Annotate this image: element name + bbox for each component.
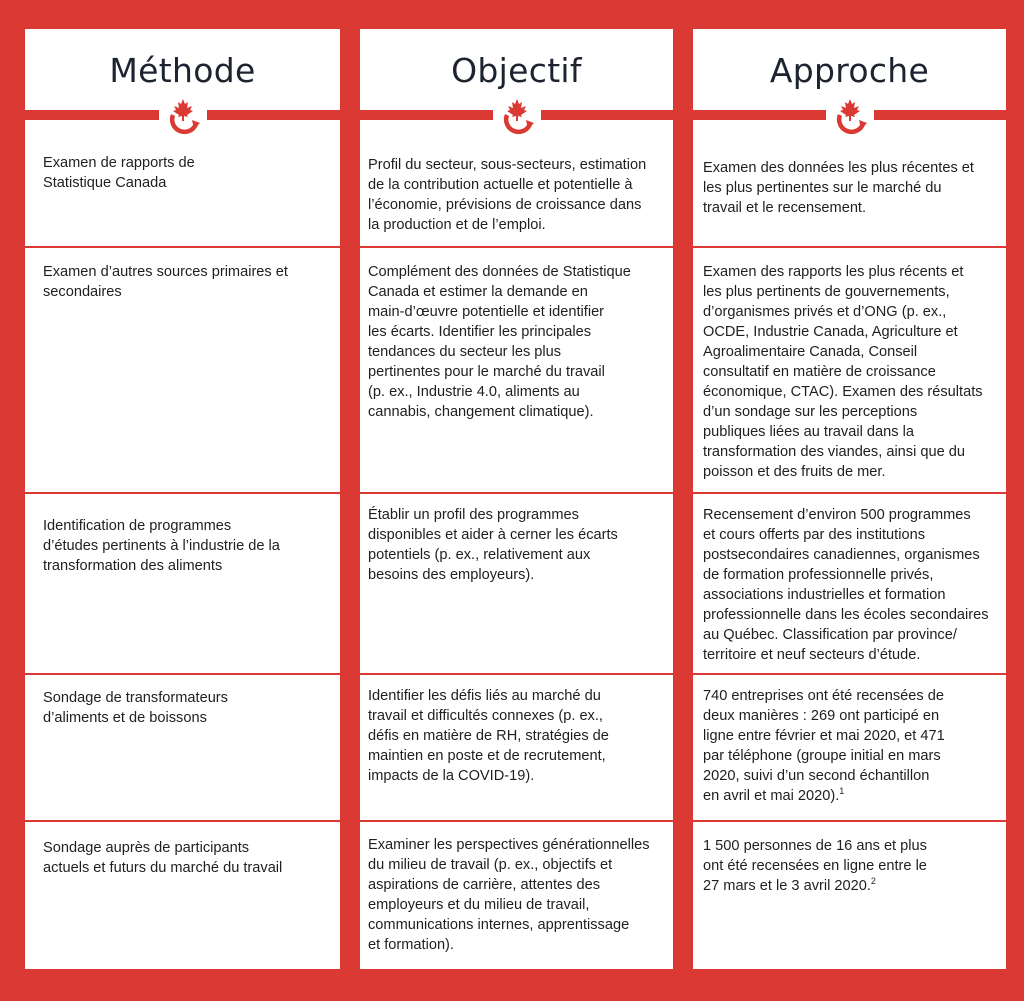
table-cell [693, 822, 1006, 969]
cell-text: Identifier les défis liés au marché du travail et difficultés connexes (p. ex., défis en matière de RH, stratégies de maintien en poste et de recrutement, impacts de la COVID-19). [368, 688, 609, 784]
cell-text: Profil du secteur, sous-secteurs, estimation de la contribution actuelle et potentielle à l’économie, prévisions de croissance dans la production et de l’emploi. [368, 157, 647, 233]
cell-text: Complément des données de Statistique Canada et estimer la demande en main-d’œuvre potentielle et identifier les écarts. Identifier les principales tendances du secteur les plus pertinentes pour le marché du travail (p. ex., Industrie 4.0, aliments au cannabis, changement climatique). [368, 264, 631, 420]
maple-leaf-cycle-icon [493, 96, 541, 138]
cell-text: Examen de rapports de Statistique Canada [43, 155, 195, 191]
cell-text: Examiner les perspectives générationnelles du milieu de travail (p. ex., objectifs et aspirations de carrière, attentes des employeurs et du milieu de travail, communications internes, apprentissage et formation). [368, 837, 650, 953]
cell-text: Sondage auprès de participants actuels et futurs du marché du travail [43, 840, 283, 876]
table-cell [25, 248, 340, 492]
table-cell [360, 675, 673, 820]
cell-text: Examen d’autres sources primaires et secondaires [43, 264, 288, 300]
column-title: Approche [769, 51, 930, 90]
maple-leaf-cycle-icon [826, 96, 874, 138]
cell-text [703, 836, 998, 896]
cell-text: Identification de programmes d’études pertinents à l’industrie de la transformation des aliments [43, 518, 280, 574]
cell-text: Sondage de transformateurs d’aliments et de boissons [43, 690, 228, 726]
column-title: Objectif [451, 51, 582, 90]
table-cell [693, 494, 1006, 673]
table-cell [693, 248, 1006, 492]
table-cell [360, 494, 673, 673]
footnote-marker[interactable]: 1 [839, 786, 845, 797]
table-cell [360, 248, 673, 492]
table-cell [25, 675, 340, 820]
cell-text: Examen des données les plus récentes et les plus pertinentes sur le marché du travail et le recensement. [703, 160, 974, 216]
cell-text [703, 686, 998, 806]
maple-leaf-cycle-icon [159, 96, 207, 138]
footnote-marker[interactable]: 2 [870, 876, 876, 887]
table-cell [693, 675, 1006, 820]
cell-text: Examen des rapports les plus récents et les plus pertinents de gouvernements, d’organismes privés et d’ONG (p. ex., OCDE, Industrie Canada, Agriculture et Agroalimentaire Canada, Conseil consultatif en matière de croissance économique, CTAC). Examen des résultats d’un sondage sur les perceptions publiques liées au travail dans la transformation des viandes, ainsi que du poisson et des fruits de mer. [703, 264, 983, 480]
cell-text: Établir un profil des programmes disponibles et aider à cerner les écarts potentiels (p. ex., relativement aux besoins des employeurs). [368, 507, 618, 583]
table-cell [25, 822, 340, 969]
table-cell [360, 120, 673, 246]
cell-body: 740 entreprises ont été recensées de deux manières : 269 ont participé en ligne entre février et mai 2020, et 471 par téléphone (groupe initial en mars 2020, suivi d’un second échantillon en avril et mai 2020). [703, 688, 945, 804]
table-cell [25, 494, 340, 673]
cell-text: Recensement d’environ 500 programmes et cours offerts par des institutions postsecondaires canadiennes, organismes de formation professionnelle privés, associations industrielles et formation professionnelle dans les écoles secondaires au Québec. Classification par province/ territoire et neuf secteurs d’étude. [703, 507, 989, 663]
table-cell [25, 120, 340, 246]
table-cell [693, 120, 1006, 246]
cell-body: 1 500 personnes de 16 ans et plus ont été recensées en ligne entre le 27 mars et le 3 avril 2020. [703, 838, 927, 894]
column-title: Méthode [109, 51, 256, 90]
table-cell [360, 822, 673, 969]
